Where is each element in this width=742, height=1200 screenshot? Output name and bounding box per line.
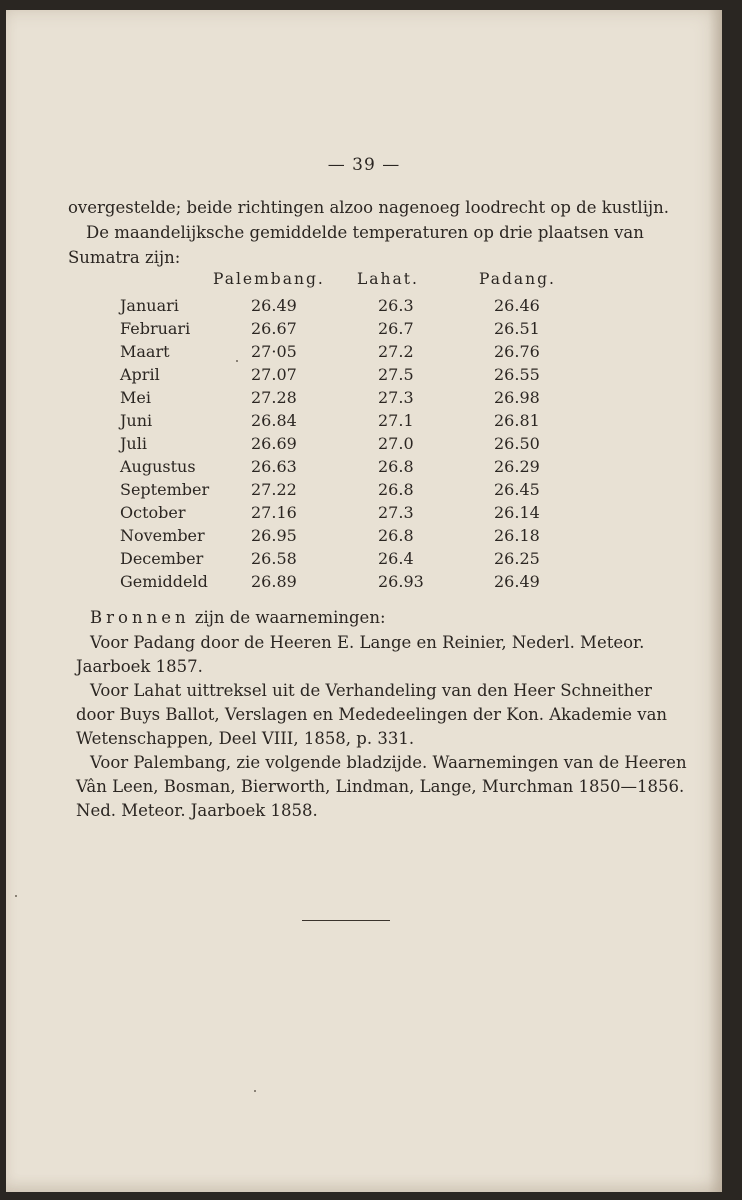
lahat-cell: 26.8 [378, 457, 414, 476]
palembang-cell: 26.67 [251, 319, 297, 338]
month-cell: April [120, 365, 160, 384]
source-palembang-line-1: Voor Palembang, zie volgende bladzijde. Waarnemingen van de Heeren [90, 753, 687, 772]
table-row [6, 296, 722, 318]
source-padang-line-2: Jaarboek 1857. [76, 657, 203, 676]
padang-cell: 26.45 [494, 480, 540, 499]
month-cell: December [120, 549, 204, 568]
month-cell: Februari [120, 319, 191, 338]
lahat-cell: 27.5 [378, 365, 414, 384]
padang-cell: 26.51 [494, 319, 540, 338]
padang-cell: 26.14 [494, 503, 540, 522]
month-cell: Maart [120, 342, 170, 361]
table-row [6, 319, 722, 341]
padang-cell: 26.49 [494, 572, 540, 591]
source-lahat-line-3: Wetenschappen, Deel VIII, 1858, p. 331. [76, 729, 415, 748]
sources-heading [90, 606, 386, 629]
padang-cell: 26.25 [494, 549, 540, 568]
lahat-cell: 26.4 [378, 549, 414, 568]
month-cell: Mei [120, 388, 151, 407]
section-divider [302, 920, 390, 921]
header-lahat: Lahat. [357, 270, 419, 288]
intro-line-3: Sumatra zijn: [68, 248, 181, 267]
print-speck [236, 360, 238, 362]
palembang-cell: 27.22 [251, 480, 297, 499]
sources-heading-rest: zijn de waarnemingen: [189, 608, 386, 627]
month-cell: November [120, 526, 205, 545]
page-edge-shadow [708, 10, 722, 1192]
source-lahat-line-1: Voor Lahat uittreksel uit de Verhandeling van den Heer Schneither [90, 681, 652, 700]
palembang-cell: 26.84 [251, 411, 297, 430]
header-padang: Padang. [479, 270, 556, 288]
intro-line-2: De maandelijksche gemiddelde temperaturen op drie plaatsen van [86, 223, 644, 242]
padang-cell: 26.29 [494, 457, 540, 476]
padang-cell: 26.18 [494, 526, 540, 545]
palembang-cell: 26.49 [251, 296, 297, 315]
lahat-cell: 27.0 [378, 434, 414, 453]
page-number: — 39 — [327, 155, 401, 175]
month-cell: Gemiddeld [120, 572, 208, 591]
month-cell: October [120, 503, 186, 522]
table-row [6, 572, 722, 594]
print-speck [254, 1090, 256, 1092]
month-cell: Juli [120, 434, 147, 453]
table-row [6, 549, 722, 571]
month-cell: Augustus [120, 457, 196, 476]
month-cell: September [120, 480, 210, 499]
header-palembang: Palembang. [213, 270, 325, 288]
padang-cell: 26.46 [494, 296, 540, 315]
lahat-cell: 26.7 [378, 319, 414, 338]
source-palembang-line-3: Ned. Meteor. Jaarboek 1858. [76, 801, 318, 820]
palembang-cell: 27.07 [251, 365, 297, 384]
palembang-cell: 27.16 [251, 503, 297, 522]
palembang-cell: 26.89 [251, 572, 297, 591]
sources-heading-word: Bronnen [90, 608, 190, 627]
lahat-cell: 27.3 [378, 503, 414, 522]
lahat-cell: 27.3 [378, 388, 414, 407]
source-lahat-line-2: door Buys Ballot, Verslagen en Mededeelingen der Kon. Akademie van [76, 705, 668, 724]
source-padang-line-1: Voor Padang door de Heeren E. Lange en Reinier, Nederl. Meteor. [90, 633, 645, 652]
lahat-cell: 26.8 [378, 480, 414, 499]
lahat-cell: 26.8 [378, 526, 414, 545]
padang-cell: 26.76 [494, 342, 540, 361]
intro-line-1: overgestelde; beide richtingen alzoo nagenoeg loodrecht op de kustlijn. [68, 198, 669, 217]
table-row [6, 388, 722, 410]
palembang-cell: 27·05 [251, 342, 297, 361]
month-cell: Juni [120, 411, 153, 430]
lahat-cell: 26.93 [378, 572, 424, 591]
palembang-cell: 26.95 [251, 526, 297, 545]
padang-cell: 26.98 [494, 388, 540, 407]
table-row [6, 526, 722, 548]
lahat-cell: 27.1 [378, 411, 414, 430]
source-palembang-line-2: Vân Leen, Bosman, Bierworth, Lindman, Lange, Murchman 1850—1856. [76, 777, 685, 796]
palembang-cell: 27.28 [251, 388, 297, 407]
padang-cell: 26.81 [494, 411, 540, 430]
palembang-cell: 26.58 [251, 549, 297, 568]
table-row [6, 503, 722, 525]
padang-cell: 26.55 [494, 365, 540, 384]
padang-cell: 26.50 [494, 434, 540, 453]
table-row [6, 480, 722, 502]
lahat-cell: 27.2 [378, 342, 414, 361]
table-row [6, 434, 722, 456]
lahat-cell: 26.3 [378, 296, 414, 315]
palembang-cell: 26.69 [251, 434, 297, 453]
table-row [6, 457, 722, 479]
table-row [6, 342, 722, 364]
table-row [6, 365, 722, 387]
print-speck [15, 895, 17, 897]
palembang-cell: 26.63 [251, 457, 297, 476]
month-cell: Januari [120, 296, 179, 315]
table-row [6, 411, 722, 433]
book-page [6, 10, 722, 1192]
